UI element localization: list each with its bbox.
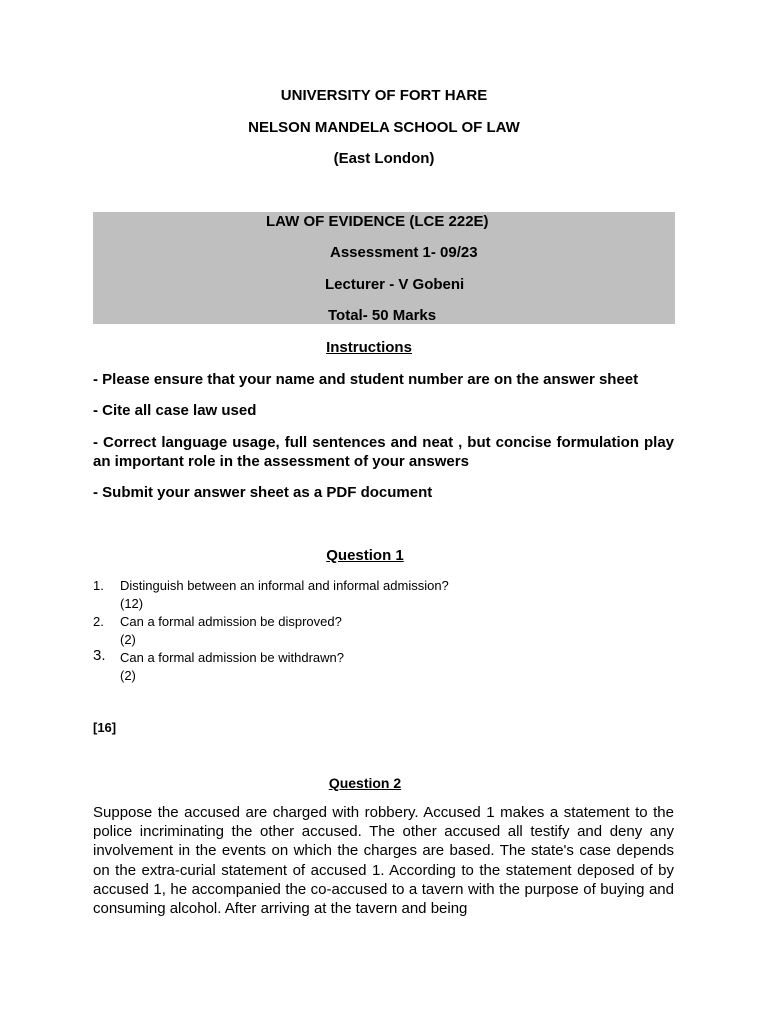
question-2-title: Question 2 (328, 775, 402, 791)
instruction-item: - Cite all case law used (93, 402, 257, 419)
item-number: 2. (93, 614, 104, 629)
instruction-item: - Submit your answer sheet as a PDF document (93, 484, 433, 501)
item-number: 3. (93, 647, 106, 664)
assessment-label: Assessment 1- 09/23 (330, 244, 478, 261)
campus-name: (East London) (333, 150, 435, 167)
lecturer-label: Lecturer - V Gobeni (325, 276, 465, 293)
item-marks: (2) (120, 632, 136, 647)
question-2-paragraph: Suppose the accused are charged with robbery. Accused 1 makes a statement to the police incriminating the other accused. The other accused all testify and deny any involvement in the events on which the charges are based. The state's case depends on the extra-curial statement of accused 1. According to the statement deposed of by accused 1, he accompanied the co-accused to a tavern with the purpose of buying and consuming alcohol. After arriving at the tavern and being (93, 804, 674, 918)
instructions-title: Instructions (326, 339, 412, 356)
university-name: UNIVERSITY OF FORT HARE (280, 87, 488, 104)
item-text: Distinguish between an informal and informal admission? (120, 578, 449, 593)
school-name: NELSON MANDELA SCHOOL OF LAW (248, 119, 520, 136)
question-1-total: [16] (93, 720, 117, 735)
instruction-item: - Correct language usage, full sentences and neat , but concise formulation play an important role in the assessment of your answers (93, 434, 674, 470)
item-text: Can a formal admission be disproved? (120, 614, 342, 629)
course-title: LAW OF EVIDENCE (LCE 222E) (266, 213, 489, 230)
item-marks: (2) (120, 668, 136, 683)
question-1-title: Question 1 (326, 547, 404, 564)
item-text: Can a formal admission be withdrawn? (120, 650, 344, 665)
item-marks: (12) (120, 596, 144, 611)
total-marks-label: Total- 50 Marks (328, 307, 437, 324)
item-number: 1. (93, 578, 104, 593)
instruction-item: - Please ensure that your name and student number are on the answer sheet (93, 371, 639, 388)
